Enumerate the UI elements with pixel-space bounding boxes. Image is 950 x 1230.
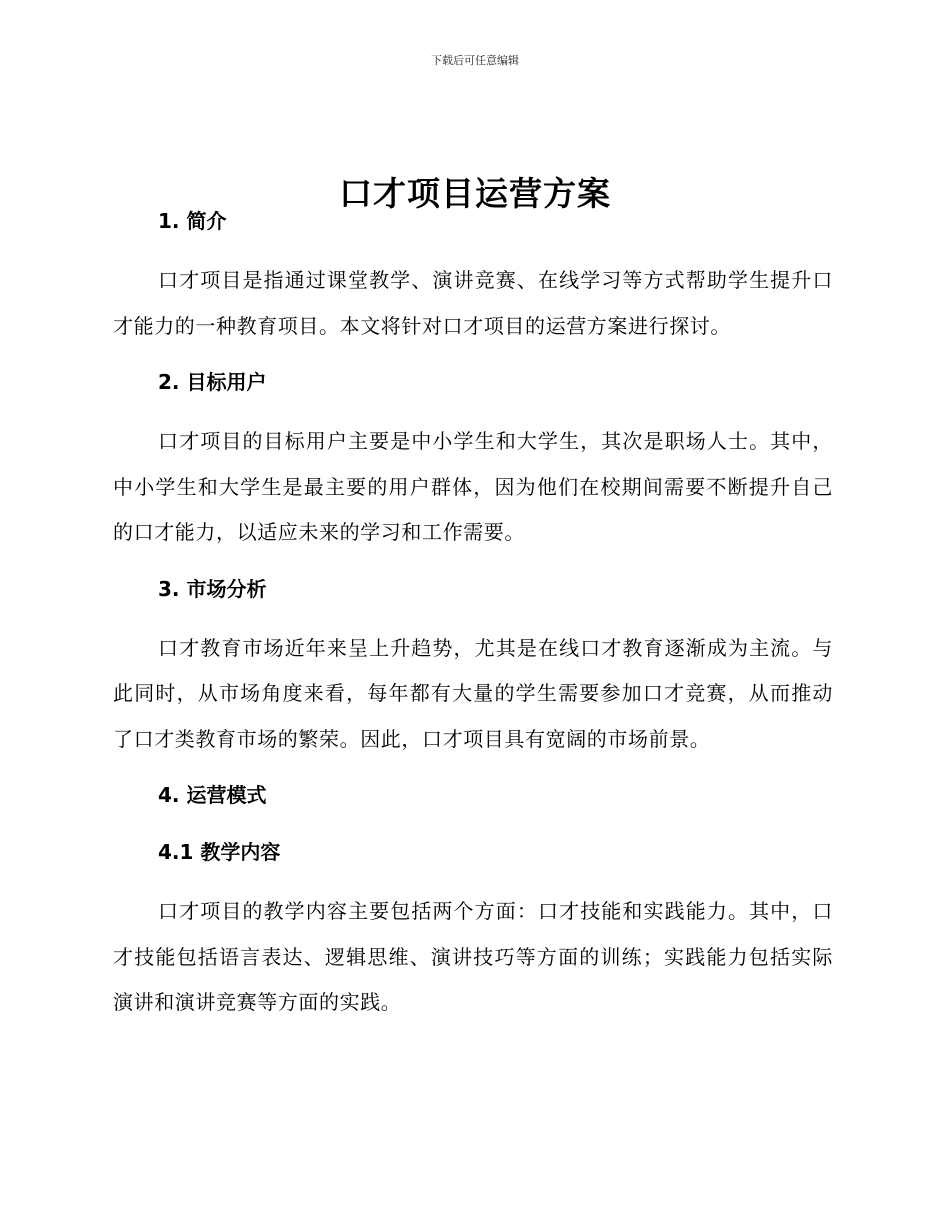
section-paragraph-target-users: 口才项目的目标用户主要是中小学生和大学生，其次是职场人士。其中，中小学生和大学生是最主要的用户群体，因为他们在校期间需要不断提升自己的口才能力，以适应未来的学习和工作需要。 [113, 429, 833, 544]
section-paragraph-teaching-content: 口才项目的教学内容主要包括两个方面：口才技能和实践能力。其中，口才技能包括语言表达、逻辑思维、演讲技巧等方面的训练；实践能力包括实际演讲和演讲竞赛等方面的实践。 [113, 899, 833, 1014]
section-paragraph-market-analysis: 口才教育市场近年来呈上升趋势，尤其是在线口才教育逐渐成为主流。与此同时，从市场角度来看，每年都有大量的学生需要参加口才竞赛，从而推动了口才类教育市场的繁荣。因此，口才项目具有宽阔的市场前景。 [113, 635, 833, 751]
section-paragraph-intro: 口才项目是指通过课堂教学、演讲竞赛、在线学习等方式帮助学生提升口才能力的一种教育项目。本文将针对口才项目的运营方案进行探讨。 [113, 268, 833, 338]
document-title: 口才项目运营方案 [339, 174, 611, 214]
section-heading-intro: 1. 简介 [158, 209, 227, 233]
section-heading-teaching-content: 4.1 教学内容 [158, 840, 281, 864]
document-body [113, 198, 833, 1036]
section-heading-operation-model: 4. 运营模式 [158, 783, 267, 807]
header-note: 下载后可任意编辑 [431, 54, 519, 67]
section-heading-target-users: 2. 目标用户 [158, 370, 267, 394]
section-heading-market-analysis: 3. 市场分析 [158, 576, 267, 601]
